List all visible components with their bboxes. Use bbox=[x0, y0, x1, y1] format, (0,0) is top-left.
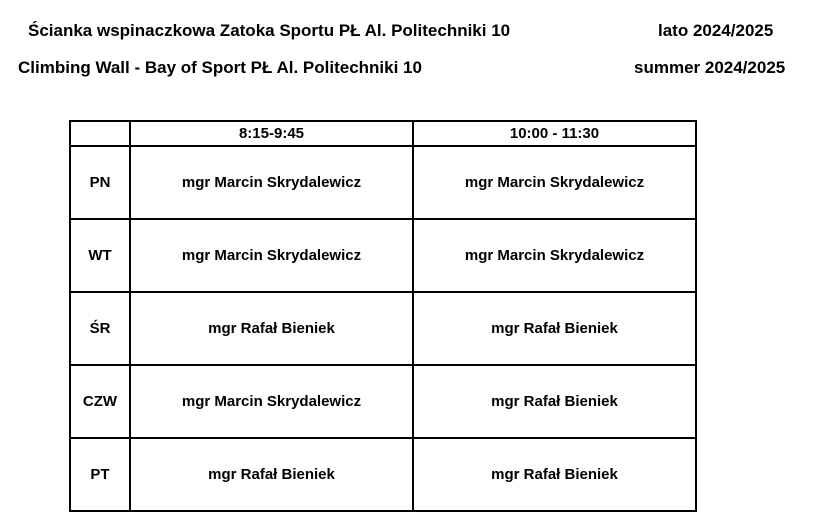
schedule-table bbox=[69, 120, 697, 512]
title-english: Climbing Wall - Bay of Sport PŁ Al. Politechniki 10 bbox=[18, 58, 422, 77]
table-row bbox=[70, 219, 696, 292]
time-slot-header: 10:00 - 11:30 bbox=[413, 121, 696, 146]
instructor-cell: mgr Marcin Skrydalewicz bbox=[130, 219, 413, 292]
instructor-cell: mgr Rafał Bieniek bbox=[413, 292, 696, 365]
instructor-cell: mgr Marcin Skrydalewicz bbox=[130, 146, 413, 219]
header-row bbox=[70, 121, 696, 146]
instructor-cell: mgr Marcin Skrydalewicz bbox=[413, 219, 696, 292]
season-polish: lato 2024/2025 bbox=[658, 21, 774, 40]
table-row bbox=[70, 292, 696, 365]
day-cell: ŚR bbox=[70, 292, 130, 365]
instructor-cell: mgr Rafał Bieniek bbox=[130, 292, 413, 365]
day-cell: WT bbox=[70, 219, 130, 292]
instructor-cell: mgr Rafał Bieniek bbox=[130, 438, 413, 511]
day-cell: CZW bbox=[70, 365, 130, 438]
table-row bbox=[70, 365, 696, 438]
instructor-cell: mgr Rafał Bieniek bbox=[413, 365, 696, 438]
season-english: summer 2024/2025 bbox=[634, 58, 786, 77]
instructor-cell: mgr Rafał Bieniek bbox=[413, 438, 696, 511]
instructor-cell: mgr Marcin Skrydalewicz bbox=[130, 365, 413, 438]
instructor-cell: mgr Marcin Skrydalewicz bbox=[413, 146, 696, 219]
day-cell: PN bbox=[70, 146, 130, 219]
title-polish: Ścianka wspinaczkowa Zatoka Sportu PŁ Al. Politechniki 10 bbox=[28, 21, 511, 40]
table-row bbox=[70, 438, 696, 511]
day-cell: PT bbox=[70, 438, 130, 511]
corner-cell bbox=[70, 121, 130, 146]
time-slot-header: 8:15-9:45 bbox=[130, 121, 413, 146]
table-row bbox=[70, 146, 696, 219]
